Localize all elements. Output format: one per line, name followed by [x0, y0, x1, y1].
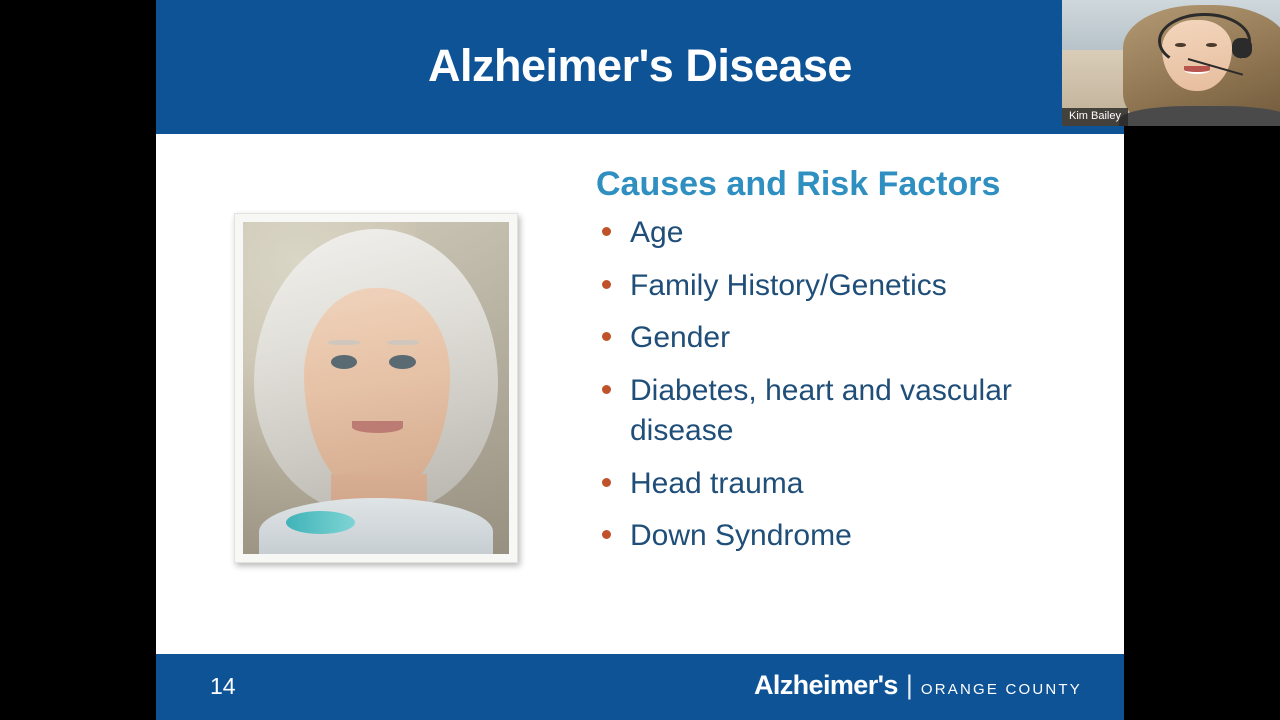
list-item-label: Diabetes, heart and vascular disease	[630, 373, 1012, 448]
list-item-label: Down Syndrome	[630, 519, 852, 553]
photo-eye-left	[331, 355, 358, 369]
list-item	[594, 516, 1104, 557]
slide-photo-frame	[234, 213, 518, 563]
slide-page-number: 14	[210, 673, 236, 699]
photo-brow-left	[328, 340, 360, 345]
list-item	[594, 213, 1104, 254]
bullet-dot-icon	[602, 530, 611, 539]
list-item	[594, 318, 1104, 359]
photo-face	[304, 288, 450, 494]
older-woman-photo	[243, 222, 509, 554]
logo-chapter-text: ORANGE COUNTY	[920, 681, 1082, 698]
list-item-label: Family History/Genetics	[630, 268, 947, 302]
photo-necklace	[286, 511, 355, 534]
slide-subtitle: Causes and Risk Factors	[596, 165, 1001, 203]
list-item-label: Gender	[630, 321, 731, 355]
list-item	[594, 371, 1104, 452]
headset-earpiece-icon	[1232, 38, 1252, 58]
list-item-label: Head trauma	[630, 466, 804, 500]
photo-brow-right	[387, 340, 419, 345]
bullet-dot-icon	[602, 478, 611, 487]
presenter-name-label: Kim Bailey	[1062, 108, 1128, 126]
logo-brand-text: Alzheimer's	[753, 670, 898, 700]
bullet-dot-icon	[602, 385, 611, 394]
photo-mouth	[352, 421, 403, 433]
slide-text-column	[594, 166, 1104, 569]
presenter-webcam-overlay[interactable]	[1062, 0, 1280, 126]
slide-footer-bar	[156, 654, 1124, 720]
slide-body	[156, 134, 1124, 654]
presentation-slide	[156, 0, 1124, 720]
photo-eye-right	[389, 355, 416, 369]
organization-logo	[754, 670, 1082, 701]
logo-separator: |	[905, 670, 913, 700]
bullet-dot-icon	[602, 332, 611, 341]
page-title: Alzheimer's Disease	[428, 39, 852, 91]
webcam-shoulders	[1119, 106, 1280, 126]
list-item-label: Age	[630, 216, 684, 250]
list-item	[594, 464, 1104, 505]
bullet-dot-icon	[602, 227, 611, 236]
slide-header-bar	[156, 0, 1124, 134]
list-item	[594, 266, 1104, 307]
bullet-dot-icon	[602, 280, 611, 289]
risk-factor-list	[594, 213, 1104, 557]
